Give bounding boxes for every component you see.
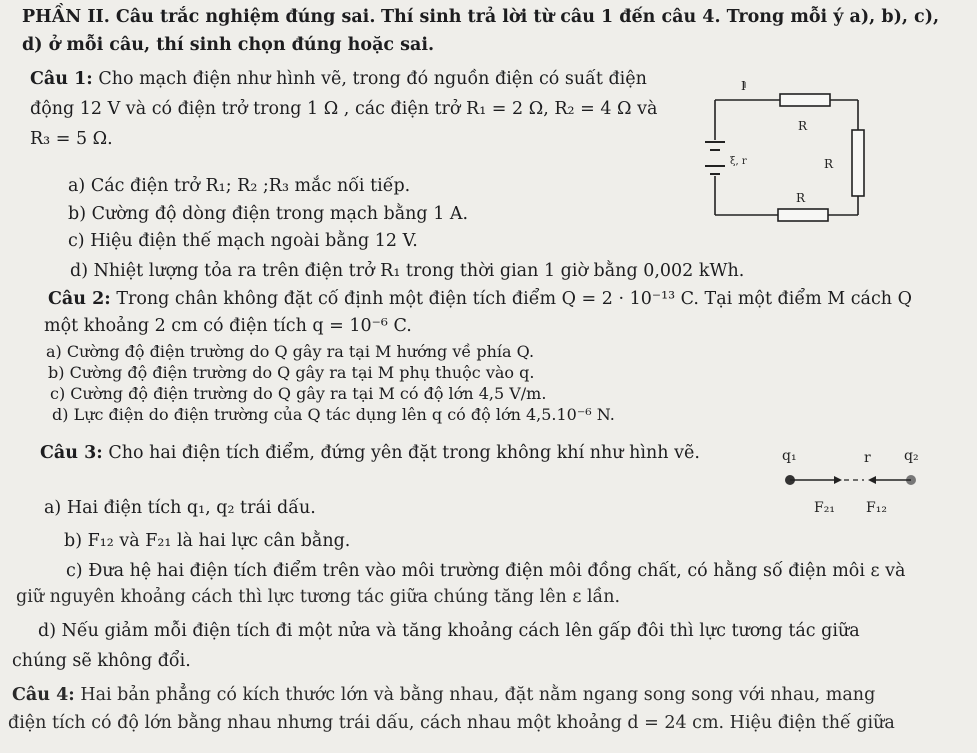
q1-option-a: a) Các điện trở R₁; R₂ ;R₃ mắc nối tiếp.: [68, 176, 411, 196]
q2-stem-line1: [48, 288, 912, 310]
q3-option-d: d) Nếu giảm mỗi điện tích đi một nửa và tăng khoảng cách lên gấp đôi thì lực tương tác giữa: [38, 621, 860, 641]
section-heading-line1: [22, 6, 939, 28]
resistor-r1: [780, 94, 830, 106]
q1-stem-line1: [30, 68, 647, 90]
q4-stem-line1: [12, 684, 875, 706]
charges-diagram: [760, 440, 930, 520]
current-label: I: [741, 79, 746, 93]
q2-stem-line2: một khoảng 2 cm có điện tích q = 10⁻⁶ C.: [44, 316, 412, 336]
q3-stem-text: Cho hai điện tích điểm, đứng yên đặt trong không khí như hình vẽ.: [108, 443, 700, 463]
q2-option-a: a) Cường độ điện trường do Q gây ra tại M hướng về phía Q.: [46, 342, 535, 361]
q1-stem-line2: động 12 V và có điện trở trong 1 Ω , các điện trở R₁ = 2 Ω, R₂ = 4 Ω và: [30, 99, 658, 119]
q2-stem-text: Trong chân không đặt cố định một điện tích điểm Q = 2 · 10⁻¹³ C. Tại một điểm M cách Q: [116, 289, 912, 309]
battery-source: [705, 142, 725, 174]
q3-option-c: c) Đưa hệ hai điện tích điểm trên vào môi trường điện môi đồng chất, có hằng số điện môi ε và: [66, 561, 906, 581]
q2-option-d: d) Lực điện do điện trường của Q tác dụng lên q có độ lớn 4,5.10⁻⁶ N.: [52, 405, 615, 424]
q4-label: Câu 4:: [12, 685, 75, 705]
q2-label: Câu 2:: [48, 289, 111, 309]
q1-stem-line3: R₃ = 5 Ω.: [30, 129, 113, 149]
force-f12-arrowhead: [868, 476, 876, 484]
q1-option-c: c) Hiệu điện thế mạch ngoài bằng 12 V.: [68, 231, 418, 251]
resistor-r2: [852, 130, 864, 196]
circuit-diagram: [690, 78, 890, 230]
source-label: ξ, r: [730, 156, 747, 167]
resistor-r3: [778, 209, 828, 221]
r3-label: R: [796, 191, 806, 205]
q2-option-b: b) Cường độ điện trường do Q gây ra tại M phụ thuộc vào q.: [48, 363, 535, 382]
r1-label: R: [798, 119, 808, 133]
q3-option-c-cont: giữ nguyên khoảng cách thì lực tương tác giữa chúng tăng lên ε lần.: [16, 587, 621, 607]
section-instructions: Thí sinh trả lời từ câu 1 đến câu 4. Trong mỗi ý a), b), c),: [381, 7, 940, 27]
q1-label: Câu 1:: [30, 69, 93, 89]
q2-charge-label: q₂: [904, 448, 919, 464]
q4-stem-text: Hai bản phẳng có kích thước lớn và bằng nhau, đặt nằm ngang song song với nhau, mang: [80, 685, 876, 705]
q1-charge-label: q₁: [782, 448, 797, 464]
q3-option-d-cont: chúng sẽ không đổi.: [12, 651, 191, 671]
q1-option-b: b) Cường độ dòng điện trong mạch bằng 1 A.: [68, 204, 469, 224]
q4-stem-line2: điện tích có độ lớn bằng nhau nhưng trái dấu, cách nhau một khoảng d = 24 cm. Hiệu điện thế giữa: [8, 713, 895, 733]
q3-stem: [40, 442, 700, 464]
f21-label: F₂₁: [814, 500, 835, 516]
r2-label: R: [824, 157, 834, 171]
q3-option-b: b) F₁₂ và F₂₁ là hai lực cân bằng.: [64, 531, 351, 551]
force-f21-arrowhead: [834, 476, 842, 484]
f12-label: F₁₂: [866, 500, 887, 516]
q2-option-c: c) Cường độ điện trường do Q gây ra tại M có độ lớn 4,5 V/m.: [50, 384, 547, 403]
distance-label: r: [864, 450, 871, 466]
q3-option-a: a) Hai điện tích q₁, q₂ trái dấu.: [44, 498, 316, 518]
q1-option-d: d) Nhiệt lượng tỏa ra trên điện trở R₁ trong thời gian 1 giờ bằng 0,002 kWh.: [70, 261, 745, 281]
q3-label: Câu 3:: [40, 443, 103, 463]
section-title: PHẦN II. Câu trắc nghiệm đúng sai.: [22, 7, 376, 27]
q1-stem-text: Cho mạch điện như hình vẽ, trong đó nguồn điện có suất điện: [98, 69, 647, 89]
section-instructions-cont: d) ở mỗi câu, thí sinh chọn đúng hoặc sai.: [22, 35, 435, 55]
